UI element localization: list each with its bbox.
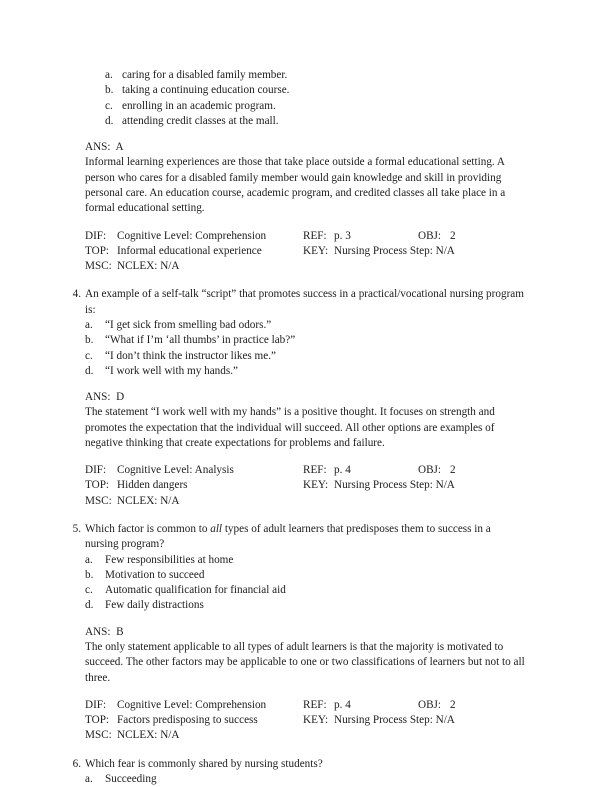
list-item [85,68,525,83]
key-value: Nursing Process Step: N/A [334,714,455,727]
answer-label: ANS: [85,625,111,638]
answer-label: ANS: [85,141,111,154]
answer-block [85,140,525,216]
answer-block [85,390,525,451]
question-4 [68,287,525,509]
rationale-text: The statement “I work well with my hands” is a positive thought. It focuses on strength and promotes the expectation that the individual will succeed. All other options are examples of negative thinking that create expectations for problems and failure. [85,406,495,449]
option-text: Automatic qualification for financial aid [105,584,286,597]
question-stem [85,522,525,553]
metadata-block [85,463,525,509]
option-text: “I don’t think the instructor likes me.” [105,349,276,362]
question-6 [68,757,525,787]
list-item [85,553,525,568]
ref-label: REF: [303,464,327,477]
answer-value: A [115,141,124,154]
option-text: Motivation to succeed [105,568,205,581]
question-number: 5. [72,523,81,536]
list-item [85,598,525,613]
dif-value: Cognitive Level: Comprehension [117,698,267,711]
metadata-block [85,229,525,275]
obj-value: 2 [450,698,456,711]
option-letter: a. [85,553,93,566]
list-item [85,99,525,114]
msc-value: NCLEX: N/A [117,494,180,507]
key-value: Nursing Process Step: N/A [334,244,455,257]
obj-value: 2 [450,229,456,242]
answer-block [85,625,525,686]
top-value: Factors predisposing to success [117,714,258,727]
dif-value: Cognitive Level: Comprehension [117,229,267,242]
question-5 [68,522,525,744]
option-text: Few responsibilities at home [105,553,234,566]
option-letter: a. [85,318,93,331]
top-value: Informal educational experience [117,244,262,257]
option-letter: b. [105,84,114,97]
ref-value: p. 4 [334,464,351,477]
list-item [85,568,525,583]
obj-label: OBJ: [418,229,442,242]
obj-label: OBJ: [418,698,442,711]
msc-value: NCLEX: N/A [117,729,180,742]
option-letter: d. [85,599,94,612]
option-letter: b. [85,334,94,347]
option-letter: c. [85,349,93,362]
option-text: Few daily distractions [105,599,204,612]
answer-label: ANS: [85,391,111,404]
ref-value: p. 4 [334,698,351,711]
top-label: TOP: [85,244,110,257]
key-label: KEY: [303,479,329,492]
key-label: KEY: [303,714,329,727]
dif-label: DIF: [85,464,107,477]
top-label: TOP: [85,479,110,492]
list-item [85,364,525,379]
answer-line [85,390,525,405]
obj-label: OBJ: [418,464,442,477]
msc-label: MSC: [85,494,112,507]
question-stem-part2: types of adult learners that predisposes them to success in a nursing program? [85,523,491,551]
list-item [85,349,525,364]
top-label: TOP: [85,714,110,727]
obj-value: 2 [450,464,456,477]
list-item [85,583,525,598]
option-letter: d. [105,114,114,127]
msc-value: NCLEX: N/A [117,260,180,273]
option-list [85,318,525,379]
dif-value: Cognitive Level: Analysis [117,464,234,477]
question-number: 6. [72,757,81,770]
option-text: Succeeding [105,772,157,785]
dif-label: DIF: [85,229,107,242]
key-label: KEY: [303,244,329,257]
option-list [85,68,525,129]
list-item [85,772,525,787]
list-item [85,114,525,129]
ref-value: p. 3 [334,229,351,242]
option-letter: a. [105,69,113,81]
answer-value: D [116,391,125,404]
answer-line [85,625,525,640]
question-stem-emphasis: all [210,523,223,536]
option-text: enrolling in an academic program. [122,99,276,112]
question-stem: Which fear is commonly shared by nursing students? [85,757,323,770]
option-list [85,553,525,614]
option-letter: c. [105,99,113,112]
key-value: Nursing Process Step: N/A [334,479,455,492]
option-letter: d. [85,364,94,377]
option-letter: c. [85,584,93,597]
option-text: “I work well with my hands.” [105,364,238,377]
msc-label: MSC: [85,260,112,273]
option-text: “I get sick from smelling bad odors.” [105,318,272,331]
list-item [85,333,525,348]
answer-line [85,140,525,155]
option-letter: a. [85,772,93,785]
question-stem: An example of a self-talk “script” that promotes success in a practical/vocational nursing program is: [85,288,524,316]
rationale-text: The only statement applicable to all types of adult learners is that the majority is motivated to succeed. The other factors may be applicable to one or two classifications of learners but not to all three. [85,641,525,684]
answer-value: B [116,625,124,638]
top-value: Hidden dangers [117,479,188,492]
option-text: caring for a disabled family member. [122,69,288,81]
dif-label: DIF: [85,698,107,711]
question-stem-part1: Which factor is common to [85,523,211,536]
option-letter: b. [85,568,94,581]
question-number: 4. [72,288,81,301]
metadata-block [85,698,525,744]
option-text: “What if I’m ‘all thumbs’ in practice lab?” [105,334,296,347]
option-text: taking a continuing education course. [122,84,290,97]
ref-label: REF: [303,698,327,711]
option-list [85,772,525,787]
msc-label: MSC: [85,729,112,742]
option-text: attending credit classes at the mall. [122,114,279,127]
ref-label: REF: [303,229,327,242]
list-item [85,83,525,98]
rationale-text: Informal learning experiences are those that take place outside a formal educational setting. A person who cares for a disabled family member would gain knowledge and skill in providing personal care. An education course, academic program, and credited classes all take place in a formal educational setting. [85,156,506,215]
list-item [85,318,525,333]
